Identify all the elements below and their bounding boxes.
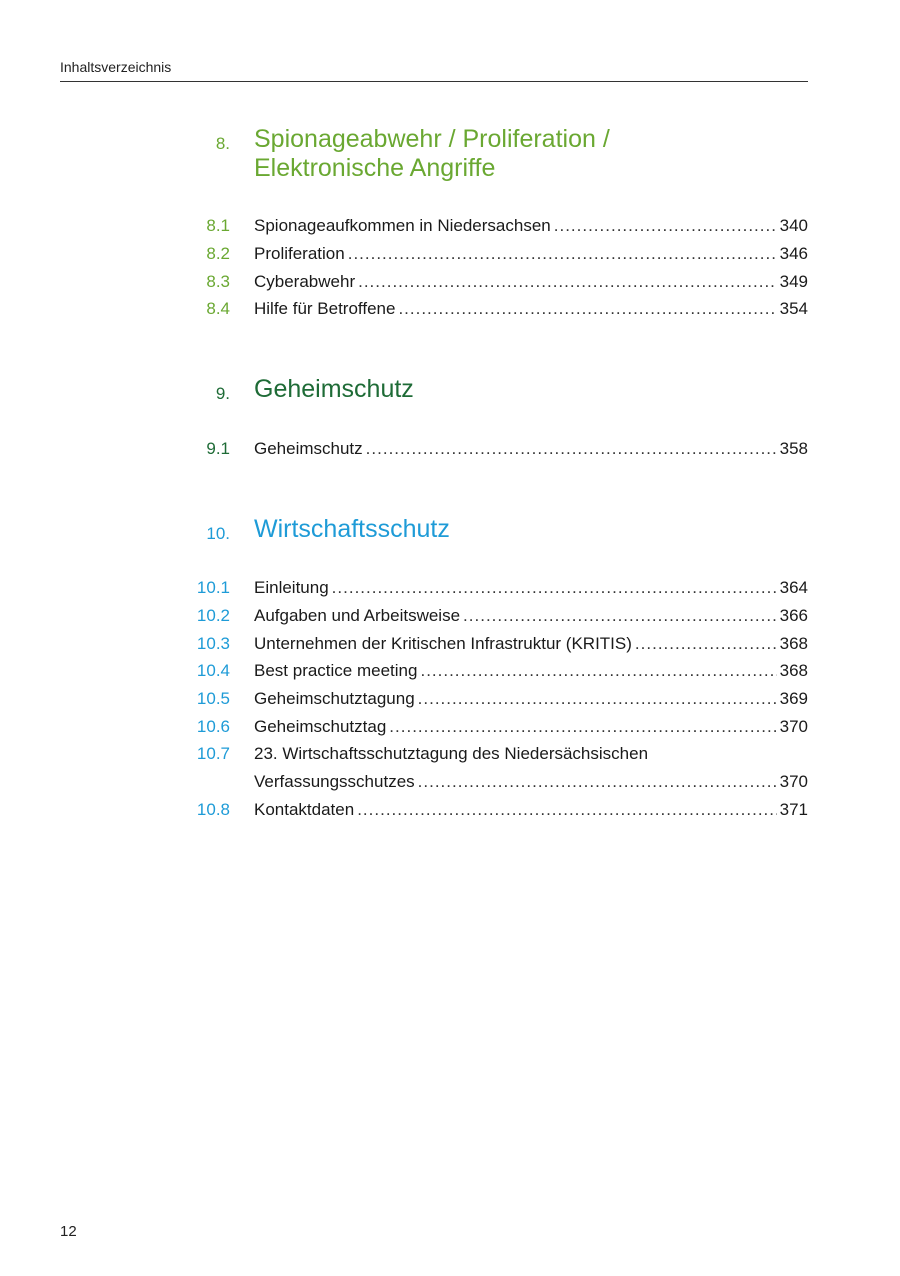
- entry-page: 370: [779, 717, 808, 736]
- toc-entry-8-2[interactable]: [0, 244, 900, 272]
- entry-page: 371: [779, 800, 808, 819]
- toc-entry-10-3[interactable]: [0, 634, 900, 662]
- entry-page: 369: [779, 689, 808, 708]
- entry-title: Aufgaben und Arbeitsweise: [254, 606, 461, 625]
- entry-number: 10.5: [196, 689, 230, 708]
- chapter-number: 8.: [215, 134, 230, 153]
- entry-number: 8.4: [206, 299, 230, 318]
- toc-entry-10-5[interactable]: [0, 689, 900, 717]
- entry-title: Hilfe für Betroffene: [254, 299, 396, 318]
- leader-dots: [418, 772, 777, 792]
- leader-dots: [463, 606, 777, 626]
- toc-entry-10-2[interactable]: [0, 606, 900, 634]
- chapter-title: [254, 515, 814, 544]
- entry-title: Spionageaufkommen in Niedersachsen: [254, 216, 551, 235]
- toc-entry-8-1[interactable]: [0, 216, 900, 244]
- leader-dots: [357, 800, 776, 820]
- entry-title-line-1: 23. Wirtschaftsschutztagung des Niedersächsischen: [254, 744, 649, 763]
- chapter-title-line: Geheimschutz: [254, 375, 414, 403]
- entry-number: 9.1: [206, 439, 230, 458]
- chapter-title-line: Wirtschaftsschutz: [254, 515, 450, 543]
- entry-page: 368: [779, 634, 808, 653]
- entry-title: Verfassungsschutzes: [254, 772, 415, 791]
- entry-page: 364: [779, 578, 808, 597]
- toc-entry-10-6[interactable]: [0, 717, 900, 745]
- entry-number: 10.3: [196, 634, 230, 653]
- chapter-title: [254, 375, 814, 404]
- leader-dots: [366, 439, 777, 459]
- entry-title: Unternehmen der Kritischen Infrastruktur (KRITIS): [254, 634, 632, 653]
- entry-title: Kontaktdaten: [254, 800, 355, 819]
- entry-page: 370: [779, 772, 808, 791]
- entry-number: 10.7: [196, 744, 230, 763]
- entry-title: Geheimschutz: [254, 439, 363, 458]
- chapter-number: 10.: [206, 524, 230, 543]
- entry-number: 8.2: [206, 244, 230, 263]
- entry-number: 10.8: [196, 800, 230, 819]
- leader-dots: [398, 299, 776, 319]
- entry-title: Einleitung: [254, 578, 329, 597]
- entry-title: Proliferation: [254, 244, 345, 263]
- entry-title: Best practice meeting: [254, 661, 418, 680]
- header-rule: [60, 81, 808, 82]
- entry-number: 10.2: [196, 606, 230, 625]
- chapter-number: 9.: [215, 384, 230, 403]
- entry-page: 366: [779, 606, 808, 625]
- chapter-title: [254, 125, 814, 183]
- leader-dots: [389, 717, 776, 737]
- entry-number: 8.1: [206, 216, 230, 235]
- entry-number: 10.6: [196, 717, 230, 736]
- leader-dots: [635, 634, 777, 654]
- entry-title: Geheimschutztagung: [254, 689, 415, 708]
- leader-dots: [554, 216, 777, 236]
- leader-dots: [332, 578, 777, 598]
- toc-entry-9-1[interactable]: [0, 439, 900, 467]
- entry-page: 346: [779, 244, 808, 263]
- chapter-title-line: Elektronische Angriffe: [254, 154, 496, 182]
- entry-title: Cyberabwehr: [254, 272, 356, 291]
- toc-entry-8-3[interactable]: [0, 272, 900, 300]
- leader-dots: [348, 244, 777, 264]
- toc-entry-10-4[interactable]: [0, 661, 900, 689]
- leader-dots: [358, 272, 777, 292]
- toc-entry-10-1[interactable]: [0, 578, 900, 606]
- leader-dots: [420, 661, 776, 681]
- toc-entry-8-4[interactable]: [0, 299, 900, 327]
- entry-page: 349: [779, 272, 808, 291]
- entry-title: Geheimschutztag: [254, 717, 387, 736]
- page-number: 12: [60, 1223, 77, 1240]
- entry-page: 368: [779, 661, 808, 680]
- entry-page: 354: [779, 299, 808, 318]
- entry-number: 10.1: [196, 578, 230, 597]
- entry-number: 8.3: [206, 272, 230, 291]
- toc-entry-10-7[interactable]: [0, 744, 900, 800]
- entry-page: 340: [779, 216, 808, 235]
- entry-number: 10.4: [196, 661, 230, 680]
- toc-entry-10-8[interactable]: [0, 800, 900, 828]
- entry-page: 358: [779, 439, 808, 458]
- chapter-title-line: Spionageabwehr / Proliferation /: [254, 125, 610, 153]
- running-head: Inhaltsverzeichnis: [60, 59, 172, 75]
- leader-dots: [418, 689, 777, 709]
